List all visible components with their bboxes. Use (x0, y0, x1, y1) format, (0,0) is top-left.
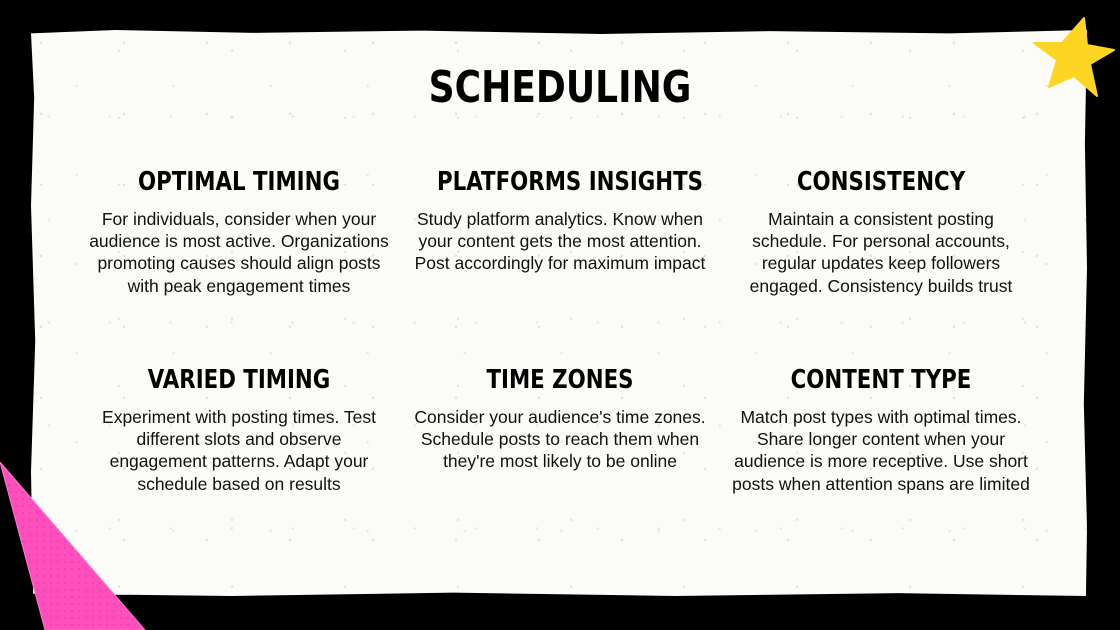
section-optimal-timing (89, 166, 389, 297)
section-heading: CONTENT TYPE (790, 365, 972, 395)
section-heading: TIME ZONES (486, 365, 634, 395)
section-body: Match post types with optimal times. Share longer content when your audience is more receptive. Use short posts when attention spans are limited (732, 407, 1030, 494)
section-body: Study platform analytics. Know when your content gets the most attention. Post accordingly for maximum impact (414, 209, 706, 274)
section-body: Experiment with posting times. Test different slots and observe engagement patterns. Adapt your schedule based on results (102, 407, 376, 494)
section-heading: OPTIMAL TIMING (138, 167, 340, 197)
section-consistency (731, 166, 1031, 297)
paper-background (31, 30, 1087, 596)
section-body: Consider your audience's time zones. Schedule posts to reach them when they're most likely to be online (414, 407, 706, 472)
section-time-zones (410, 364, 710, 473)
section-platforms-insights (410, 166, 710, 275)
triangle-icon (0, 462, 160, 630)
section-heading: CONSISTENCY (796, 167, 966, 197)
section-body: Maintain a consistent posting schedule. For personal accounts, regular updates keep followers engaged. Consistency builds trust (749, 209, 1013, 296)
section-content-type (731, 364, 1031, 495)
page-title: SCHEDULING (428, 62, 692, 113)
section-heading: VARIED TIMING (147, 365, 331, 395)
star-icon (1027, 14, 1117, 104)
section-heading: PLATFORMS INSIGHTS (437, 167, 704, 197)
section-body: For individuals, consider when your audience is most active. Organizations promoting causes should align posts with peak engagement times (89, 209, 389, 296)
